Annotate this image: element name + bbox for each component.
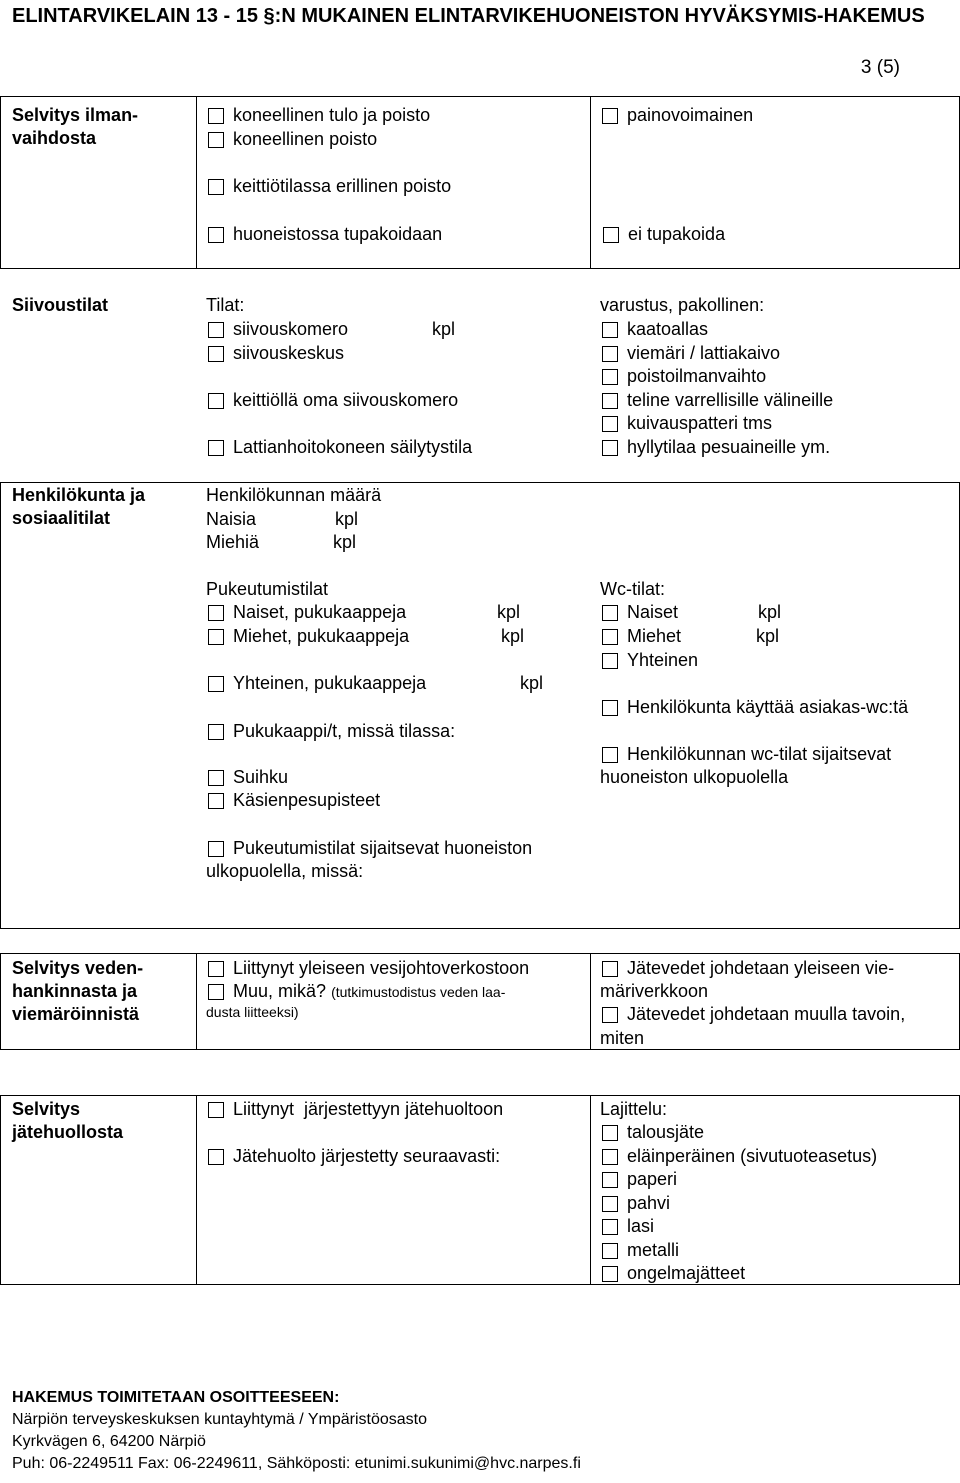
kpl-unit: kpl [501, 626, 525, 646]
room-option[interactable]: keittiöllä oma siivouskomero [208, 389, 458, 413]
water-note: (tutkimustodistus veden laa- [331, 984, 506, 1000]
sewer-option[interactable]: Jätevedet johdetaan yleiseen vie- [602, 957, 894, 981]
checkbox[interactable] [602, 1219, 618, 1235]
water-label: Selvitys veden-hankinnasta ja viemäröinnistä [12, 958, 144, 1024]
kpl-unit: kpl [520, 673, 544, 693]
ventilation-option[interactable]: koneellinen poisto [208, 128, 377, 152]
checkbox[interactable] [602, 322, 618, 338]
ventilation-option[interactable]: huoneistossa tupakoidaan [208, 223, 442, 247]
checkbox[interactable] [208, 393, 224, 409]
women-count-label: Naisia [206, 509, 257, 529]
checkbox[interactable] [208, 770, 224, 786]
wc-title: Wc-tilat: [600, 579, 665, 599]
wc-option[interactable]: Yhteinen [602, 649, 698, 673]
kpl-unit: kpl [335, 509, 359, 529]
kpl-unit: kpl [756, 626, 780, 646]
dressing-option[interactable]: Käsienpesupisteet [208, 789, 380, 813]
kpl-unit: kpl [432, 319, 456, 339]
footer-address-line: Närpiön terveyskeskuksen kuntayhtymä / Ympäristöosasto [12, 1411, 428, 1428]
dressing-option[interactable]: Pukukaappi/t, missä tilassa: [208, 720, 455, 744]
checkbox[interactable] [208, 724, 224, 740]
sorting-title: Lajittelu: [600, 1099, 668, 1119]
dressing-option[interactable]: Pukeutumistilat sijaitsevat huoneiston [208, 837, 532, 861]
checkbox[interactable] [602, 653, 618, 669]
equipment-option[interactable]: poistoilmanvaihto [602, 365, 766, 389]
equipment-option[interactable]: kaatoallas [602, 318, 708, 342]
checkbox[interactable] [208, 440, 224, 456]
document-title: ELINTARVIKELAIN 13 - 15 §:N MUKAINEN ELINTARVIKEHUONEISTON HYVÄKSYMIS-HAKEMUS [12, 5, 925, 27]
water-option[interactable]: Muu, mikä? (tutkimustodistus veden laa- [208, 980, 505, 1005]
checkbox[interactable] [602, 1149, 618, 1165]
equipment-option[interactable]: teline varrellisille välineille [602, 389, 833, 413]
checkbox[interactable] [602, 1125, 618, 1141]
checkbox[interactable] [602, 369, 618, 385]
checkbox[interactable] [602, 1196, 618, 1212]
ventilation-option[interactable]: keittiötilassa erillinen poisto [208, 175, 451, 199]
checkbox[interactable] [208, 1149, 224, 1165]
checkbox[interactable] [602, 700, 618, 716]
checkbox[interactable] [208, 605, 224, 621]
checkbox[interactable] [208, 676, 224, 692]
checkbox[interactable] [208, 793, 224, 809]
checkbox[interactable] [602, 393, 618, 409]
cleaning-label: Siivoustilat [12, 295, 109, 315]
sorting-option[interactable]: talousjäte [602, 1121, 704, 1145]
wc-option[interactable]: Miehet [602, 625, 681, 649]
checkbox[interactable] [602, 1007, 618, 1023]
kpl-unit: kpl [497, 602, 521, 622]
checkbox[interactable] [602, 1243, 618, 1259]
dressing-option[interactable]: Suihku [208, 766, 288, 790]
ventilation-option[interactable]: painovoimainen [602, 104, 753, 128]
dressing-title: Pukeutumistilat [206, 579, 329, 599]
checkbox[interactable] [208, 841, 224, 857]
checkbox[interactable] [602, 961, 618, 977]
checkbox[interactable] [208, 1102, 224, 1118]
sewer-option-continued: miten [600, 1028, 645, 1048]
checkbox[interactable] [602, 747, 618, 763]
waste-label: Selvitys jätehuollosta [12, 1099, 124, 1142]
checkbox[interactable] [602, 440, 618, 456]
checkbox[interactable] [208, 629, 224, 645]
kpl-unit: kpl [758, 602, 782, 622]
waste-option[interactable]: Liittynyt järjestettyyn jätehuoltoon [208, 1098, 503, 1122]
page-number: 3 (5) [860, 57, 900, 78]
checkbox[interactable] [602, 416, 618, 432]
ventilation-option[interactable]: ei tupakoida [603, 223, 725, 247]
dressing-option[interactable]: Yhteinen, pukukaappeja [208, 672, 426, 696]
sorting-option[interactable]: lasi [602, 1215, 654, 1239]
dressing-option[interactable]: Miehet, pukukaappeja [208, 625, 409, 649]
dressing-option-continued: ulkopuolella, missä: [206, 861, 364, 881]
checkbox[interactable] [208, 322, 224, 338]
room-option[interactable]: siivouskeskus [208, 342, 344, 366]
checkbox[interactable] [602, 108, 618, 124]
sorting-option[interactable]: ongelmajätteet [602, 1262, 745, 1286]
checkbox[interactable] [208, 179, 224, 195]
rooms-title: Tilat: [206, 295, 245, 315]
checkbox[interactable] [602, 1266, 618, 1282]
room-option[interactable]: siivouskomero [208, 318, 348, 342]
staff-count-title: Henkilökunnan määrä [206, 485, 382, 505]
wc-option[interactable]: Henkilökunnan wc-tilat sijaitsevat [602, 743, 891, 767]
equipment-option[interactable]: viemäri / lattiakaivo [602, 342, 780, 366]
sorting-option[interactable]: metalli [602, 1239, 679, 1263]
equipment-option[interactable]: hyllytilaa pesuaineille ym. [602, 436, 830, 460]
staff-label: Henkilökunta ja sosiaalitilat [12, 485, 146, 528]
checkbox[interactable] [602, 629, 618, 645]
checkbox[interactable] [602, 346, 618, 362]
room-option[interactable]: Lattianhoitokoneen säilytystila [208, 436, 472, 460]
waste-option[interactable]: Jätehuolto järjestetty seuraavasti: [208, 1145, 500, 1169]
checkbox[interactable] [208, 984, 224, 1000]
checkbox[interactable] [208, 961, 224, 977]
checkbox[interactable] [602, 605, 618, 621]
water-option[interactable]: Liittynyt yleiseen vesijohtoverkostoon [208, 957, 529, 981]
dressing-option[interactable]: Naiset, pukukaappeja [208, 601, 406, 625]
footer-contact-line: Puh: 06-2249511 Fax: 06-2249611, Sähköposti: etunimi.sukunimi@hvc.narpes.fi [12, 1455, 581, 1472]
kpl-unit: kpl [333, 532, 357, 552]
checkbox[interactable] [208, 108, 224, 124]
sorting-option[interactable]: paperi [602, 1168, 677, 1192]
checkbox[interactable] [208, 227, 224, 243]
sewer-option[interactable]: Jätevedet johdetaan muulla tavoin, [602, 1003, 905, 1027]
men-count-label: Miehiä [206, 532, 260, 552]
ventilation-label: Selvitys ilman-vaihdosta [12, 105, 139, 148]
sewer-option-continued: märiverkkoon [600, 981, 709, 1001]
equipment-option[interactable]: kuivauspatteri tms [602, 412, 772, 436]
sorting-option[interactable]: eläinperäinen (sivutuoteasetus) [602, 1145, 877, 1169]
sorting-option[interactable]: pahvi [602, 1192, 670, 1216]
checkbox[interactable] [602, 1172, 618, 1188]
footer-title: HAKEMUS TOIMITETAAN OSOITTEESEEN: [12, 1389, 340, 1406]
checkbox[interactable] [208, 346, 224, 362]
footer-address-line: Kyrkvägen 6, 64200 Närpiö [12, 1433, 206, 1450]
checkbox[interactable] [603, 227, 619, 243]
water-note-continued: dusta liitteeksi) [206, 1004, 299, 1020]
checkbox[interactable] [208, 132, 224, 148]
ventilation-option[interactable]: koneellinen tulo ja poisto [208, 104, 430, 128]
wc-option[interactable]: Naiset [602, 601, 678, 625]
wc-option[interactable]: Henkilökunta käyttää asiakas-wc:tä [602, 696, 908, 720]
equipment-title: varustus, pakollinen: [600, 295, 765, 315]
wc-option-continued: huoneiston ulkopuolella [600, 767, 789, 787]
